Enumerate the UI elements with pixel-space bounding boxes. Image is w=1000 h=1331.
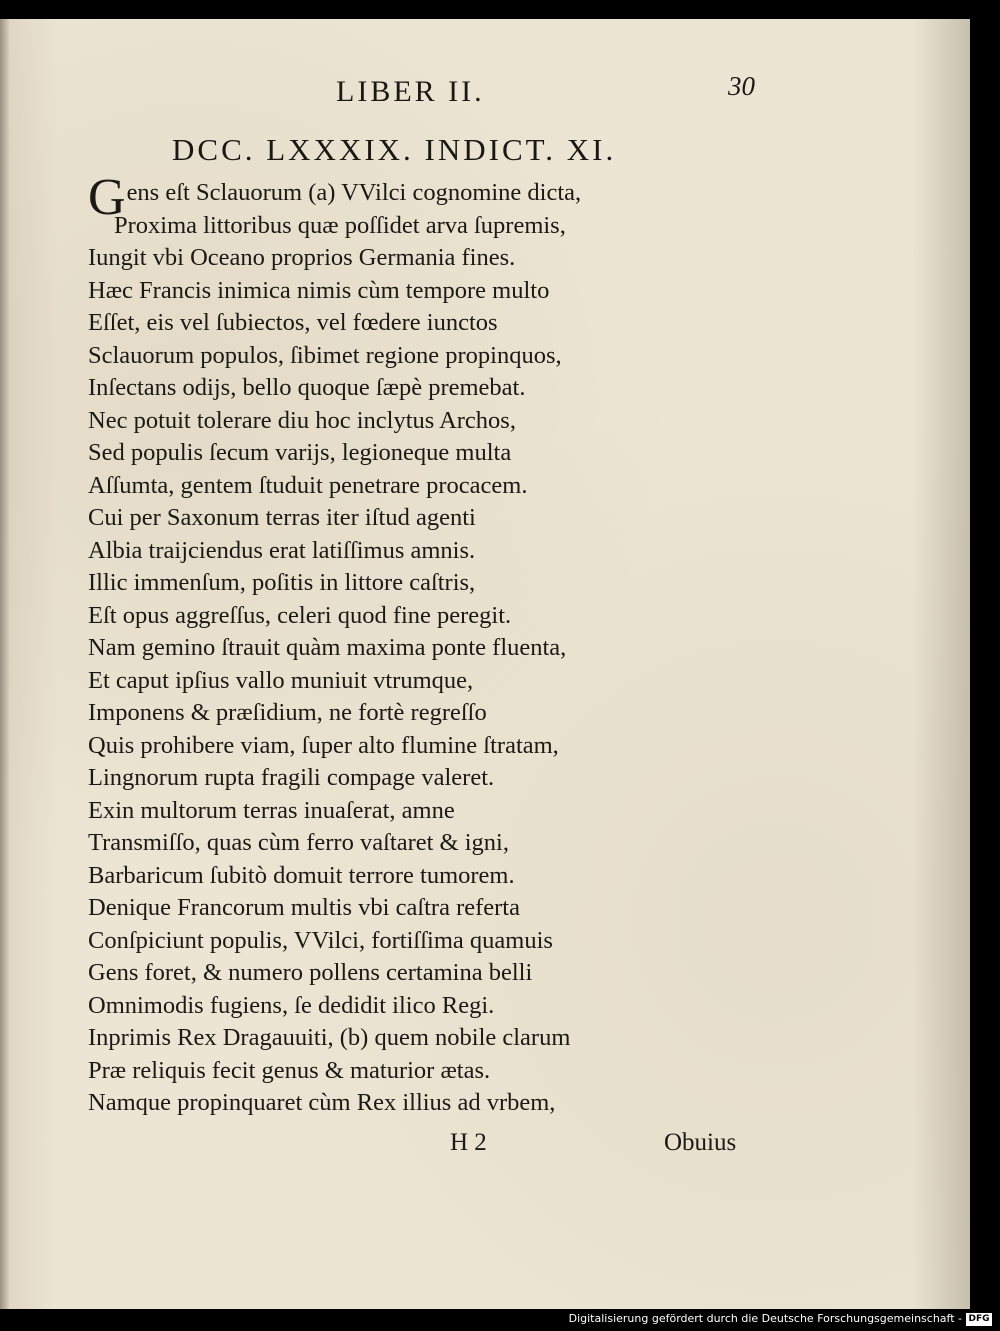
drop-cap: G (88, 169, 126, 226)
verse-line: Sclauorum populos, ſibimet regione propinquos, (88, 341, 562, 369)
verse-line: Denique Francorum multis vbi caſtra referta (88, 894, 520, 921)
catchword: Obuius (664, 1129, 737, 1156)
verse-line-text: ens eſt Sclauorum (a) VVilci cognomine dicta, (126, 179, 582, 206)
verse-line: Et caput ipſius vallo muniuit vtrumque, (88, 666, 474, 694)
verse-line: Barbaricum ſubitò domuit terrore tumorem. (88, 861, 515, 889)
verse-line: Cui per Saxonum terras iter iſtud agenti (88, 504, 476, 531)
verse-line: Eſt opus aggreſſus, celeri quod fine peregit. (88, 601, 512, 629)
verse-line: Præ reliquis fecit genus & maturior ætas. (88, 1056, 491, 1084)
dfg-logo-icon: DFG (966, 1313, 992, 1326)
verse-line: Sed populis ſecum varijs, legioneque multa (88, 439, 512, 466)
verse-line: Omnimodis fugiens, ſe dedidit ilico Regi. (88, 991, 495, 1019)
verse-line: Imponens & præſidium, ne fortè regreſſo (88, 699, 487, 726)
verse-line: Inprimis Rex Dragauuiti, (b) quem nobile clarum (88, 1024, 571, 1051)
credit-bar (0, 1309, 1000, 1331)
verse-line: Illic immenſum, poſitis in littore caſtris, (88, 569, 476, 596)
book-page (0, 19, 970, 1309)
verse-line: Iungit vbi Oceano proprios Germania fines. (88, 244, 516, 271)
verse-line: Proxima littoribus quæ poſſidet arva ſupremis, (114, 211, 566, 239)
running-head (0, 71, 970, 119)
verse-line: Nec potuit tolerare diu hoc inclytus Archos, (88, 406, 516, 434)
verse-line: Quis prohibere viam, ſuper alto flumine ſtratam, (88, 731, 559, 759)
verse-line: Nam gemino ſtrauit quàm maxima ponte fluenta, (88, 634, 567, 661)
verse-line: Hæc Francis inimica nimis cùm tempore multo (88, 276, 550, 304)
page-footer (0, 1129, 970, 1169)
verse-line: Namque propinquaret cùm Rex illius ad vrbem, (88, 1089, 556, 1116)
verse-line: Lingnorum rupta fragili compage valeret. (88, 764, 495, 791)
verse-line: Conſpiciunt populis, VVilci, fortiſſima quamuis (88, 926, 553, 954)
verse-line: Aſſumta, gentem ſtuduit penetrare procacem. (88, 471, 528, 499)
verse-line: Gens foret, & numero pollens certamina belli (88, 959, 533, 986)
year-heading: DCC. LXXXIX. INDICT. XI. (172, 132, 617, 167)
funding-credit: Digitalisierung gefördert durch die Deutsche Forschungsgemeinschaft - (568, 1312, 962, 1325)
running-title: LIBER II. (336, 75, 485, 108)
signature-mark: H 2 (450, 1129, 487, 1156)
folio-number: 30 (728, 71, 755, 101)
page-gutter (0, 19, 10, 1309)
verse-line: Inſectans odijs, bello quoque ſæpè premebat. (88, 374, 526, 401)
verse-line: Exin multorum terras inuaſerat, amne (88, 796, 455, 824)
verse-line: Transmiſſo, quas cùm ferro vaſtaret & igni, (88, 829, 509, 856)
verse-line: Eſſet, eis vel ſubiectos, vel fœdere iunctos (88, 309, 498, 336)
verse-block (88, 169, 728, 1120)
verse-line: Albia traijciendus erat latiſſimus amnis. (88, 536, 476, 564)
